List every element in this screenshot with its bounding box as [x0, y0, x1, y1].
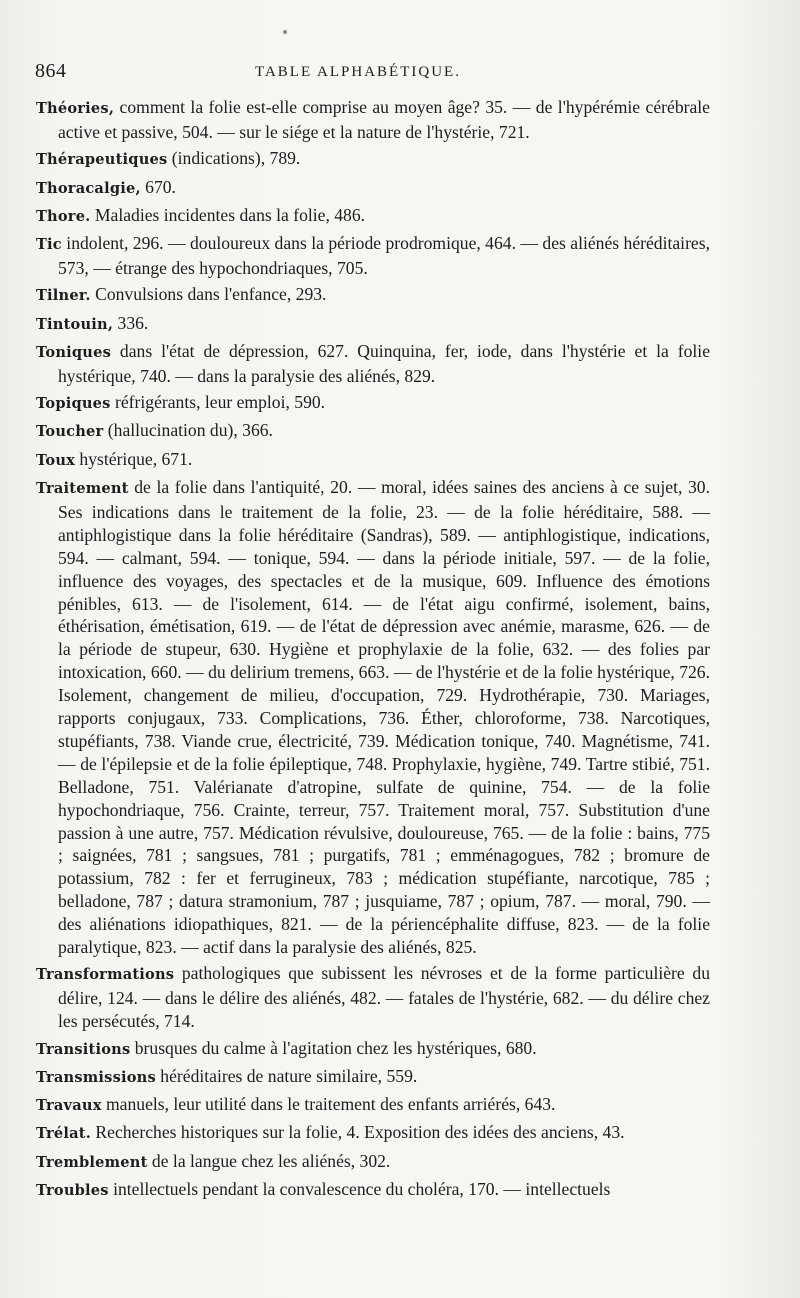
running-head: TABLE ALPHABÉTIQUE.	[255, 64, 461, 80]
entry-text: 336.	[113, 312, 149, 333]
index-entry	[36, 340, 710, 388]
entry-term: Trélat.	[36, 1125, 91, 1143]
entry-text: pathologiques que subissent les névroses et de la forme particulière du délire, 124. — dans le délire des aliénés, 482. — fatales de l'hystérie, 682. — du délire chez les persécutés, 714.	[58, 963, 710, 1032]
entry-term: Théories,	[36, 100, 115, 117]
entry-term: Tintouin,	[36, 315, 114, 333]
entry-text: intellectuels pendant la convalescence du choléra, 170. — intellectuels	[108, 1179, 611, 1199]
entry-text: de la langue chez les aliénés, 302.	[147, 1150, 391, 1171]
entry-term: Topiques	[36, 395, 111, 413]
entry-text: Maladies incidentes dans la folie, 486.	[90, 204, 366, 225]
index-entry	[36, 1150, 710, 1175]
entry-term: Toniques	[36, 343, 111, 361]
index-entry	[36, 204, 710, 229]
entry-text: réfrigérants, leur emploi, 590.	[110, 392, 326, 413]
entry-term: Thore.	[36, 207, 91, 225]
entry-term: Troubles	[36, 1182, 109, 1199]
page-number: 864	[35, 60, 67, 82]
index-entry	[36, 96, 710, 144]
entry-text: indolent, 296. — douloureux dans la période prodromique, 464. — des aliénés héréditaires, 573, — étrange des hypochondriaques, 705.	[58, 233, 710, 278]
entry-text: manuels, leur utilité dans le traitement des enfants arriérés, 643.	[101, 1094, 556, 1115]
index-entry	[36, 391, 710, 416]
entry-term: Travaux	[36, 1097, 102, 1115]
entry-term: Toucher	[36, 423, 104, 441]
index-entry	[36, 448, 710, 473]
entry-text: héréditaires de nature similaire, 559.	[155, 1065, 418, 1086]
ink-speck	[283, 30, 287, 34]
entry-text: brusques du calme à l'agitation chez les hystériques, 680.	[130, 1037, 537, 1058]
entry-term: Thoracalgie,	[36, 179, 141, 197]
entry-text: Convulsions dans l'enfance, 293.	[90, 284, 327, 305]
entry-term: Traitement	[36, 479, 129, 497]
index-entries	[36, 96, 710, 1206]
index-entry	[36, 312, 710, 337]
entry-term: Transformations	[36, 966, 175, 984]
index-entry	[36, 232, 710, 280]
entry-term: Tilner.	[36, 287, 91, 305]
index-entry	[36, 1178, 710, 1203]
entry-text: (hallucination du), 366.	[103, 420, 273, 441]
index-entry	[36, 176, 710, 201]
page-header	[35, 60, 710, 84]
entry-text: comment la folie est-elle comprise au moyen âge? 35. — de l'hypérémie cérébrale active et passive, 504. — sur le siége et la nature de l'hystérie, 721.	[58, 97, 710, 142]
entry-text: de la folie dans l'antiquité, 20. — moral, idées saines des anciens à ce sujet, 30. Ses indications dans le traitement de la folie, 23. — de la folie héréditaire, 588. — antiphlogistique dans la folie héréditaire (Sandras), 589. — antiphlogistique, indications, 594. — calmant, 594. — tonique, 594. — dans la période initiale, 597. — de la folie, influence des voyages, des spectacles et de la musique, 609. Influence des émotions pénibles, 613. — de l'isolement, 614. — de l'état aigu confirmé, isolement, bains, éthérisation, émétisation, 619. — de l'état de dépression avec anémie, marasme, 626. — de la période de stupeur, 630. Hygiène et prophylaxie de la folie, 632. — des folies par intoxication, 660. — du delirium tremens, 663. — de l'hystérie et de la folie hystérique, 726. Isolement, changement de milieu, d'occupation, 729. Hydrothérapie, 730. Mariages, rapports conjugaux, 733. Complications, 736. Éther, chloroforme, 738. Narcotiques, stupéfiants, 738. Viande crue, électricité, 739. Médication tonique, 740. Magnétisme, 741. — de l'épilepsie et de la folie épileptique, 748. Prophylaxie, hygiène, 749. Tartre stibié, 751. Belladone, 751. Valérianate d'atropine, sulfate de quinine, 754. — de la folie hypochondriaque, 756. Crainte, terreur, 757. Traitement moral, 757. Substitution d'une passion à une autre, 757. Médication révulsive, douloureuse, 765. — de la folie : bains, 775 ; saignées, 781 ; sangsues, 781 ; purgatifs, 781 ; emménagogues, 782 ; bromure de potassium, 782 : fer et ferrugineux, 783 ; médication stupéfiante, narcotique, 785 ; belladone, 787 ; datura stramonium, 787 ; jusquiame, 787 ; opium, 787. — moral, 790. — des aliénations idiopathiques, 821. — de la périencéphalite diffuse, 823. — de la folie paralytique, 823. — actif dans la paralysie des aliénés, 825.	[58, 476, 710, 958]
entry-text: hystérique, 671.	[75, 448, 193, 469]
entry-term: Toux	[36, 451, 76, 469]
entry-term: Transitions	[36, 1040, 131, 1058]
entry-term: Transmissions	[36, 1068, 156, 1086]
index-entry	[36, 419, 710, 444]
index-entry	[36, 283, 710, 308]
entry-term: Thérapeutiques	[36, 151, 168, 169]
entry-text: 670.	[140, 176, 176, 197]
index-entry	[36, 147, 710, 172]
index-entry	[36, 962, 710, 1033]
index-entry	[36, 1093, 710, 1118]
entry-text: Recherches historiques sur la folie, 4. Exposition des idées des anciens, 43.	[91, 1122, 625, 1143]
entry-text: (indications), 789.	[167, 148, 301, 169]
entry-term: Tic	[36, 236, 62, 254]
index-entry	[36, 476, 710, 959]
index-entry	[36, 1037, 710, 1062]
entry-term: Tremblement	[36, 1153, 148, 1171]
index-entry	[36, 1121, 710, 1146]
entry-text: dans l'état de dépression, 627. Quinquina, fer, iode, dans l'hystérie et la folie hystérique, 740. — dans la paralysie des aliénés, 829.	[58, 340, 710, 386]
index-entry	[36, 1065, 710, 1090]
